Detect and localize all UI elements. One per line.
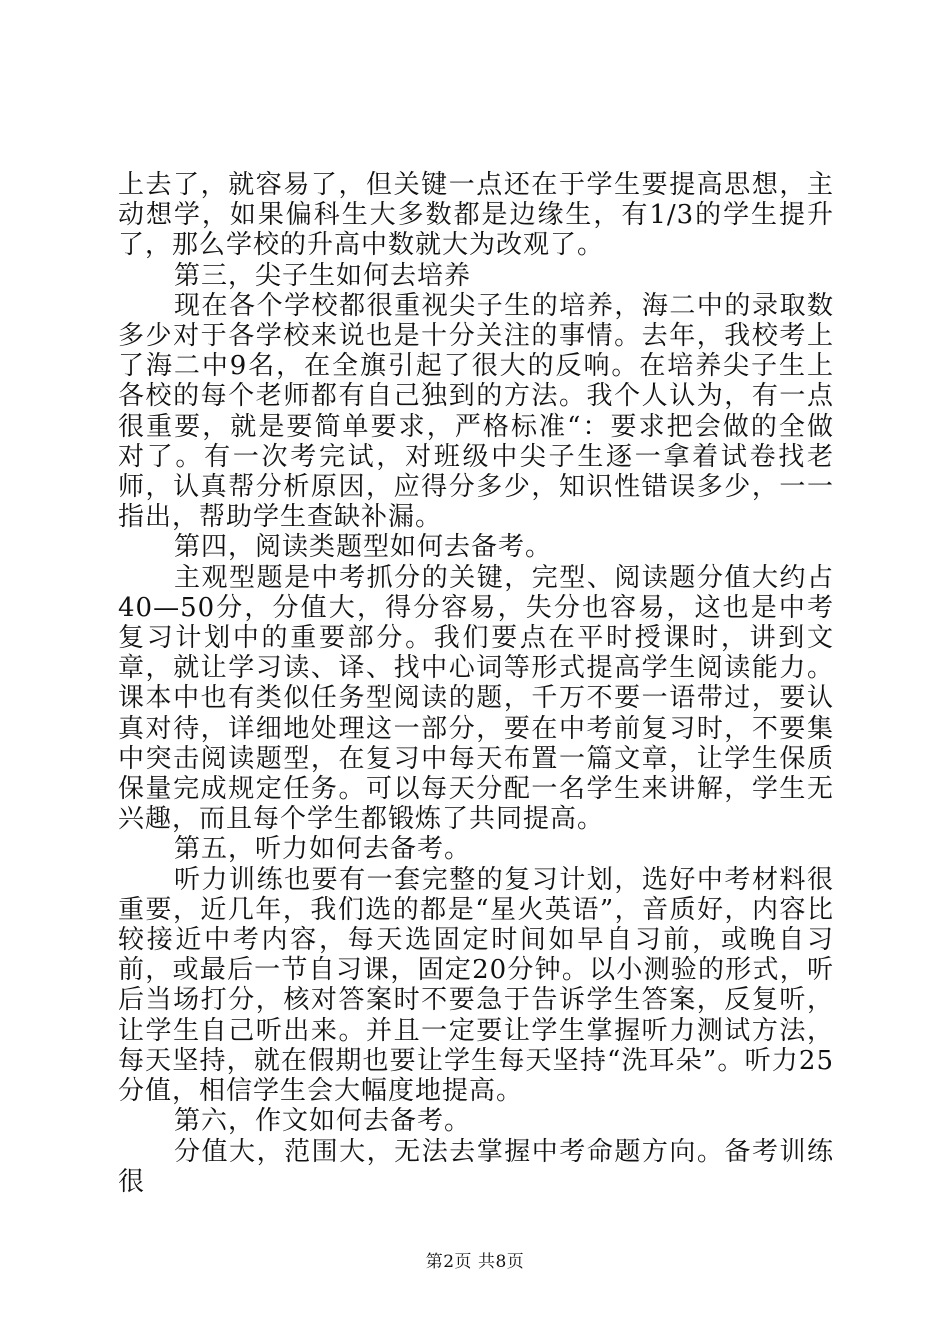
paragraph-reading: 主观型题是中考抓分的关键，完型、阅读题分值大约占40—50分，分值大，得分容易，失分也容易，这也是中考复习计划中的重要部分。我们要点在平时授课时，讲到文章，就让学习读、译、找中心词等形式提高学生阅读能力。课本中也有类似任务型阅读的题，千万不要一语带过，要认真对待，详细地处理这一部分，要在中考前复习时，不要集中突击阅读题型，在复习中每天布置一篇文章，让学生保质保量完成规定任务。可以每天分配一名学生来讲解，学生无兴趣，而且每个学生都锻炼了共同提高。	[118, 562, 834, 835]
document-body	[118, 170, 834, 1197]
paragraph-continuation: 上去了，就容易了，但关键一点还在于学生要提高思想，主动想学，如果偏科生大多数都是边缘生，有1/3的学生提升了，那么学校的升高中数就大为改观了。	[118, 170, 834, 261]
section-heading-6: 第六，作文如何去备考。	[174, 1106, 472, 1137]
section-heading-5: 第五，听力如何去备考。	[174, 834, 472, 865]
section-heading-4: 第四，阅读类题型如何去备考。	[174, 532, 553, 563]
section-heading-3: 第三，尖子生如何去培养	[174, 260, 472, 291]
paragraph-listening: 听力训练也要有一套完整的复习计划，选好中考材料很重要，近几年，我们选的都是“星火英语”，音质好，内容比较接近中考内容，每天选固定时间如早自习前，或晚自习前，或最后一节自习课，固定20分钟。以小测验的形式，听后当场打分，核对答案时不要急于告诉学生答案，反复听，让学生自己听出来。并且一定要让学生掌握听力测试方法，每天坚持，就在假期也要让学生每天坚持“洗耳朵”。听力25分值，相信学生会大幅度地提高。	[118, 864, 834, 1107]
page-number-footer: 第2页 共8页	[425, 1252, 525, 1272]
paragraph-top-students: 现在各个学校都很重视尖子生的培养，海二中的录取数多少对于各学校来说也是十分关注的事情。去年，我校考上了海二中9名，在全旗引起了很大的反响。在培养尖子生上各校的每个老师都有自己独到的方法。我个人认为，有一点很重要，就是要简单要求，严格标准“：要求把会做的全做对了。有一次考完试，对班级中尖子生逐一拿着试卷找老师，认真帮分析原因，应得分多少，知识性错误多少，一一指出，帮助学生查缺补漏。	[118, 290, 834, 533]
paragraph-writing: 分值大，范围大，无法去掌握中考命题方向。备考训练很	[118, 1136, 834, 1197]
